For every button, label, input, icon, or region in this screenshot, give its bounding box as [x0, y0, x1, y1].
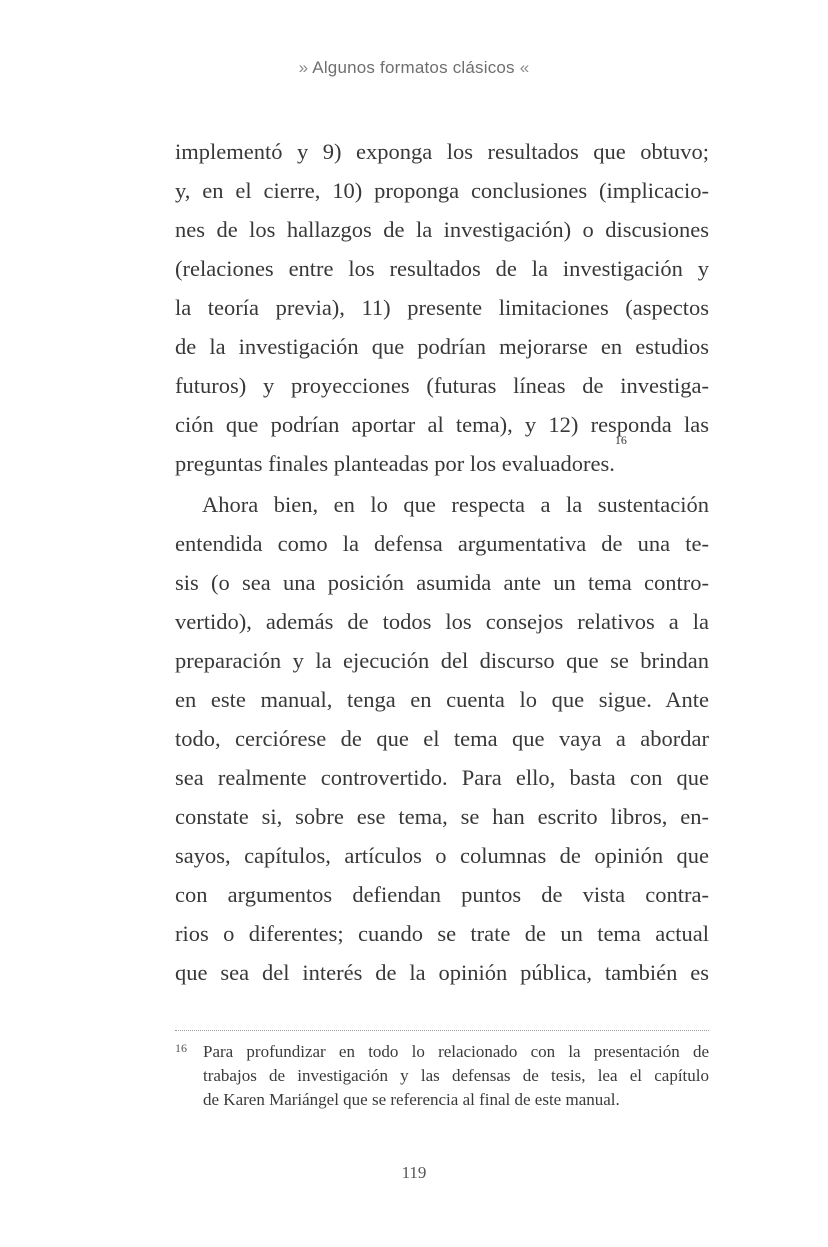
footnote-separator	[175, 1030, 709, 1031]
footnote-reference[interactable]: 16	[614, 433, 627, 447]
footnote-line: de Karen Mariángel que se referencia al final de este manual.	[203, 1090, 620, 1109]
text-line-last	[175, 433, 709, 483]
footnote-text	[203, 1040, 709, 1112]
right-guillemet: «	[519, 58, 530, 77]
text-line: con argumentos defiendan puntos de vista contra-	[175, 882, 709, 907]
text-line: sayos, capítulos, artículos o columnas de opinión que	[175, 843, 709, 868]
text-line: preguntas finales planteadas por los evaluadores.	[175, 451, 615, 476]
text-line: preparación y la ejecución del discurso que se brindan	[175, 648, 709, 673]
footnote-line: trabajos de investigación y las defensas de tesis, lea el capítulo	[203, 1066, 709, 1085]
text-line: sea realmente controvertido. Para ello, basta con que	[175, 765, 709, 790]
text-line: todo, cerciórese de que el tema que vaya a abordar	[175, 726, 709, 751]
text-line: que sea del interés de la opinión pública, también es	[175, 960, 709, 985]
text-line: constate si, sobre ese tema, se han escrito libros, en-	[175, 804, 709, 829]
paragraph-1	[175, 132, 709, 483]
footnote-16	[175, 1040, 709, 1112]
left-guillemet: »	[298, 58, 309, 77]
page-number: 119	[401, 1163, 427, 1182]
footnote-line: Para profundizar en todo lo relacionado con la presentación de	[203, 1042, 709, 1061]
text-line: vertido), además de todos los consejos relativos a la	[175, 609, 709, 634]
text-line: sis (o sea una posición asumida ante un tema contro-	[175, 570, 709, 595]
running-header	[0, 58, 828, 78]
text-line: ción que podrían aportar al tema), y 12) responda las	[175, 412, 709, 437]
text-line-first: Ahora bien, en lo que respecta a la sustentación	[202, 492, 709, 517]
text-line: en este manual, tenga en cuenta lo que sigue. Ante	[175, 687, 709, 712]
text-line: la teoría previa), 11) presente limitaciones (aspectos	[175, 295, 709, 320]
text-line: de la investigación que podrían mejorarse en estudios	[175, 334, 709, 359]
text-line: implementó y 9) exponga los resultados que obtuvo;	[175, 139, 709, 164]
chapter-title: Algunos formatos clásicos	[312, 58, 515, 77]
body-text	[175, 132, 709, 992]
text-line: entendida como la defensa argumentativa de una te-	[175, 531, 709, 556]
text-line: nes de los hallazgos de la investigación) o discusiones	[175, 217, 709, 242]
text-line: rios o diferentes; cuando se trate de un tema actual	[175, 921, 709, 946]
text-line: futuros) y proyecciones (futuras líneas de investiga-	[175, 373, 709, 398]
footnote-number: 16	[175, 1041, 187, 1055]
text-line: y, en el cierre, 10) proponga conclusiones (implicacio-	[175, 178, 709, 203]
text-line: (relaciones entre los resultados de la investigación y	[175, 256, 709, 281]
paragraph-2	[175, 485, 709, 992]
